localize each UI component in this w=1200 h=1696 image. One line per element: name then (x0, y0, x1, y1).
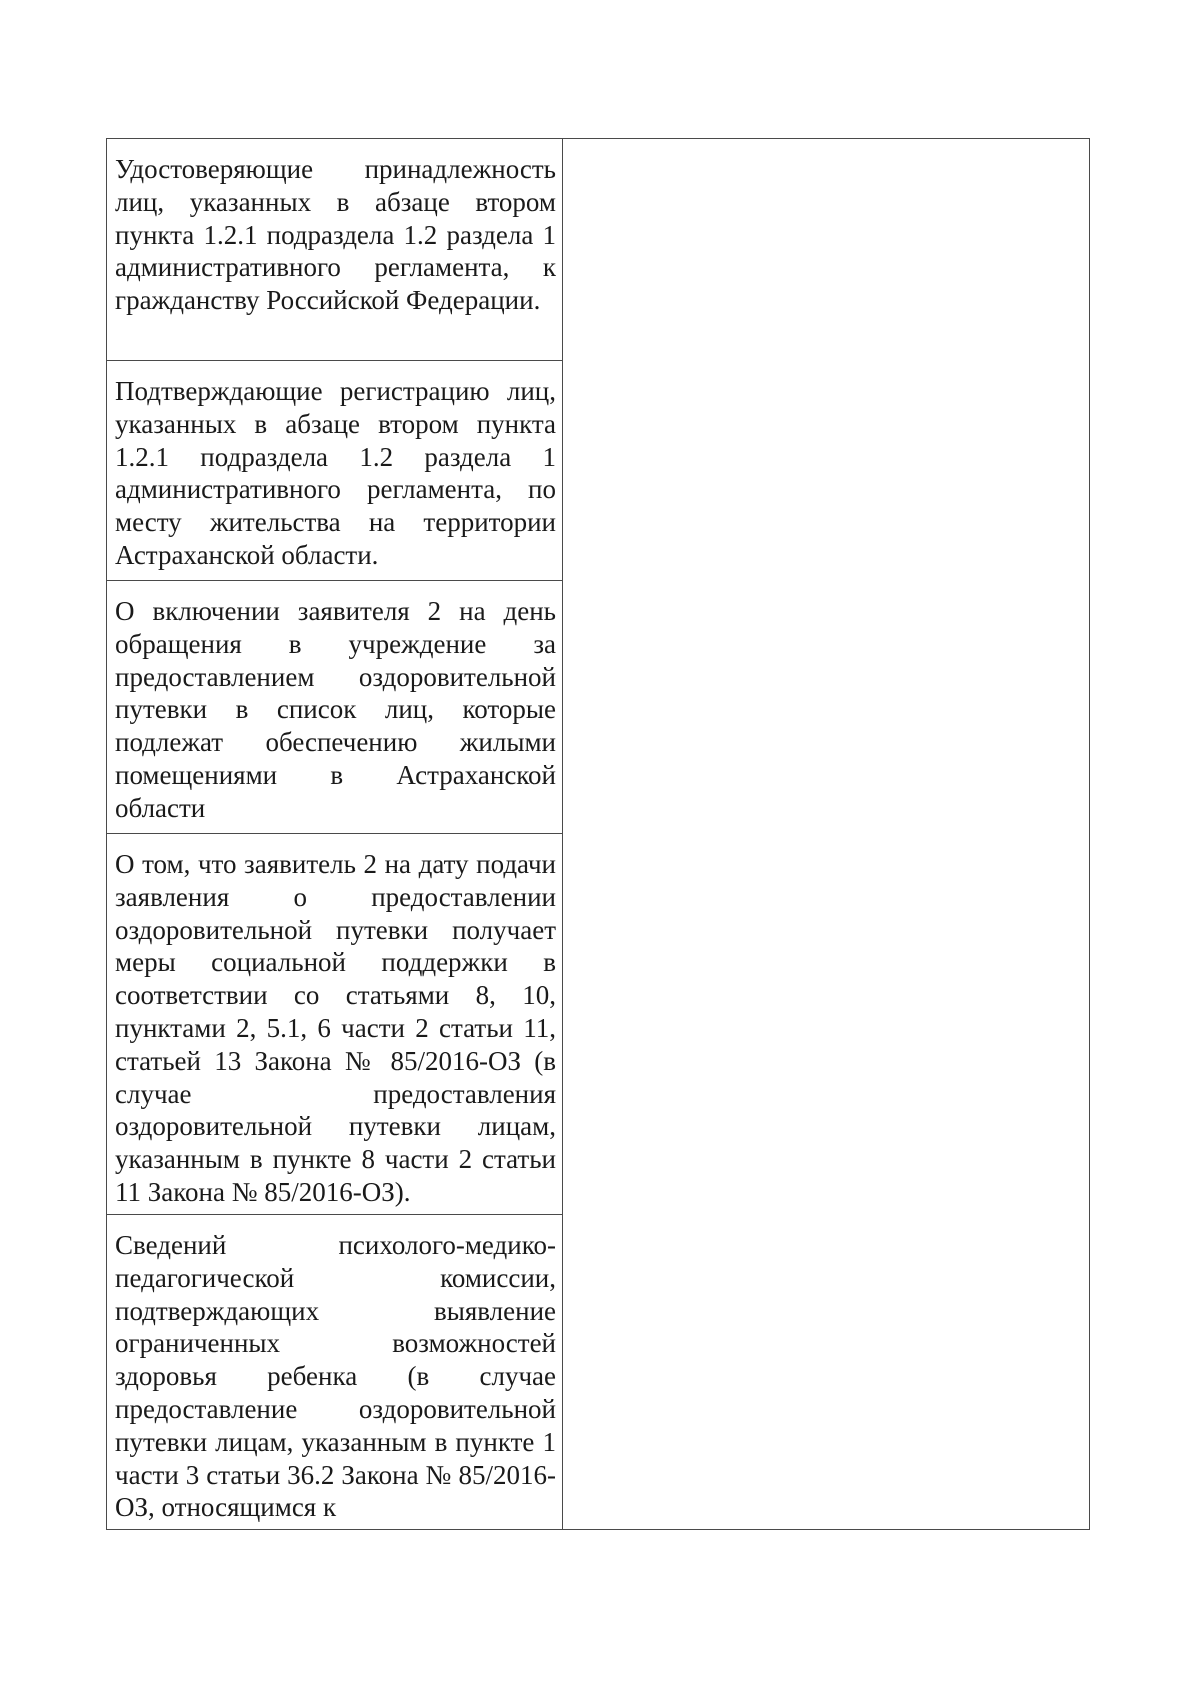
table-cell-citizenship: Удостоверяющие принадлежность лиц, указанных в абзаце втором пункта 1.2.1 подраздела 1.2 раздела 1 административного регламента, к гражданству Российской Федерации. (107, 139, 562, 361)
documents-table (106, 138, 1090, 1530)
table-left-column (107, 139, 563, 1529)
table-cell-housing-list: О включении заявителя 2 на день обращения в учреждение за предоставлением оздоровительной путевки в список лиц, которые подлежат обеспечению жилыми помещениями в Астраханской области (107, 581, 562, 834)
table-cell-registration: Подтверждающие регистрацию лиц, указанных в абзаце втором пункта 1.2.1 подраздела 1.2 раздела 1 административного регламента, по месту жительства на территории Астраханской области. (107, 361, 562, 581)
table-cell-social-support: О том, что заявитель 2 на дату подачи заявления о предоставлении оздоровительной путевки получает меры социальной поддержки в соответствии со статьями 8, 10, пунктами 2, 5.1, 6 части 2 статьи 11, статьей 13 Закона № 85/2016-ОЗ (в случае предоставления оздоровительной путевки лицам, указанным в пункте 8 части 2 статьи 11 Закона № 85/2016-ОЗ). (107, 834, 562, 1215)
table-cell-pmpk-info: Сведений психолого-медико-педагогической комиссии, подтверждающих выявление ограниченных возможностей здоровья ребенка (в случае предоставление оздоровительной путевки лицам, указанным в пункте 1 части 3 статьи 36.2 Закона № 85/2016-ОЗ, относящимся к (115, 1230, 556, 1523)
table-right-column (563, 139, 1089, 1529)
